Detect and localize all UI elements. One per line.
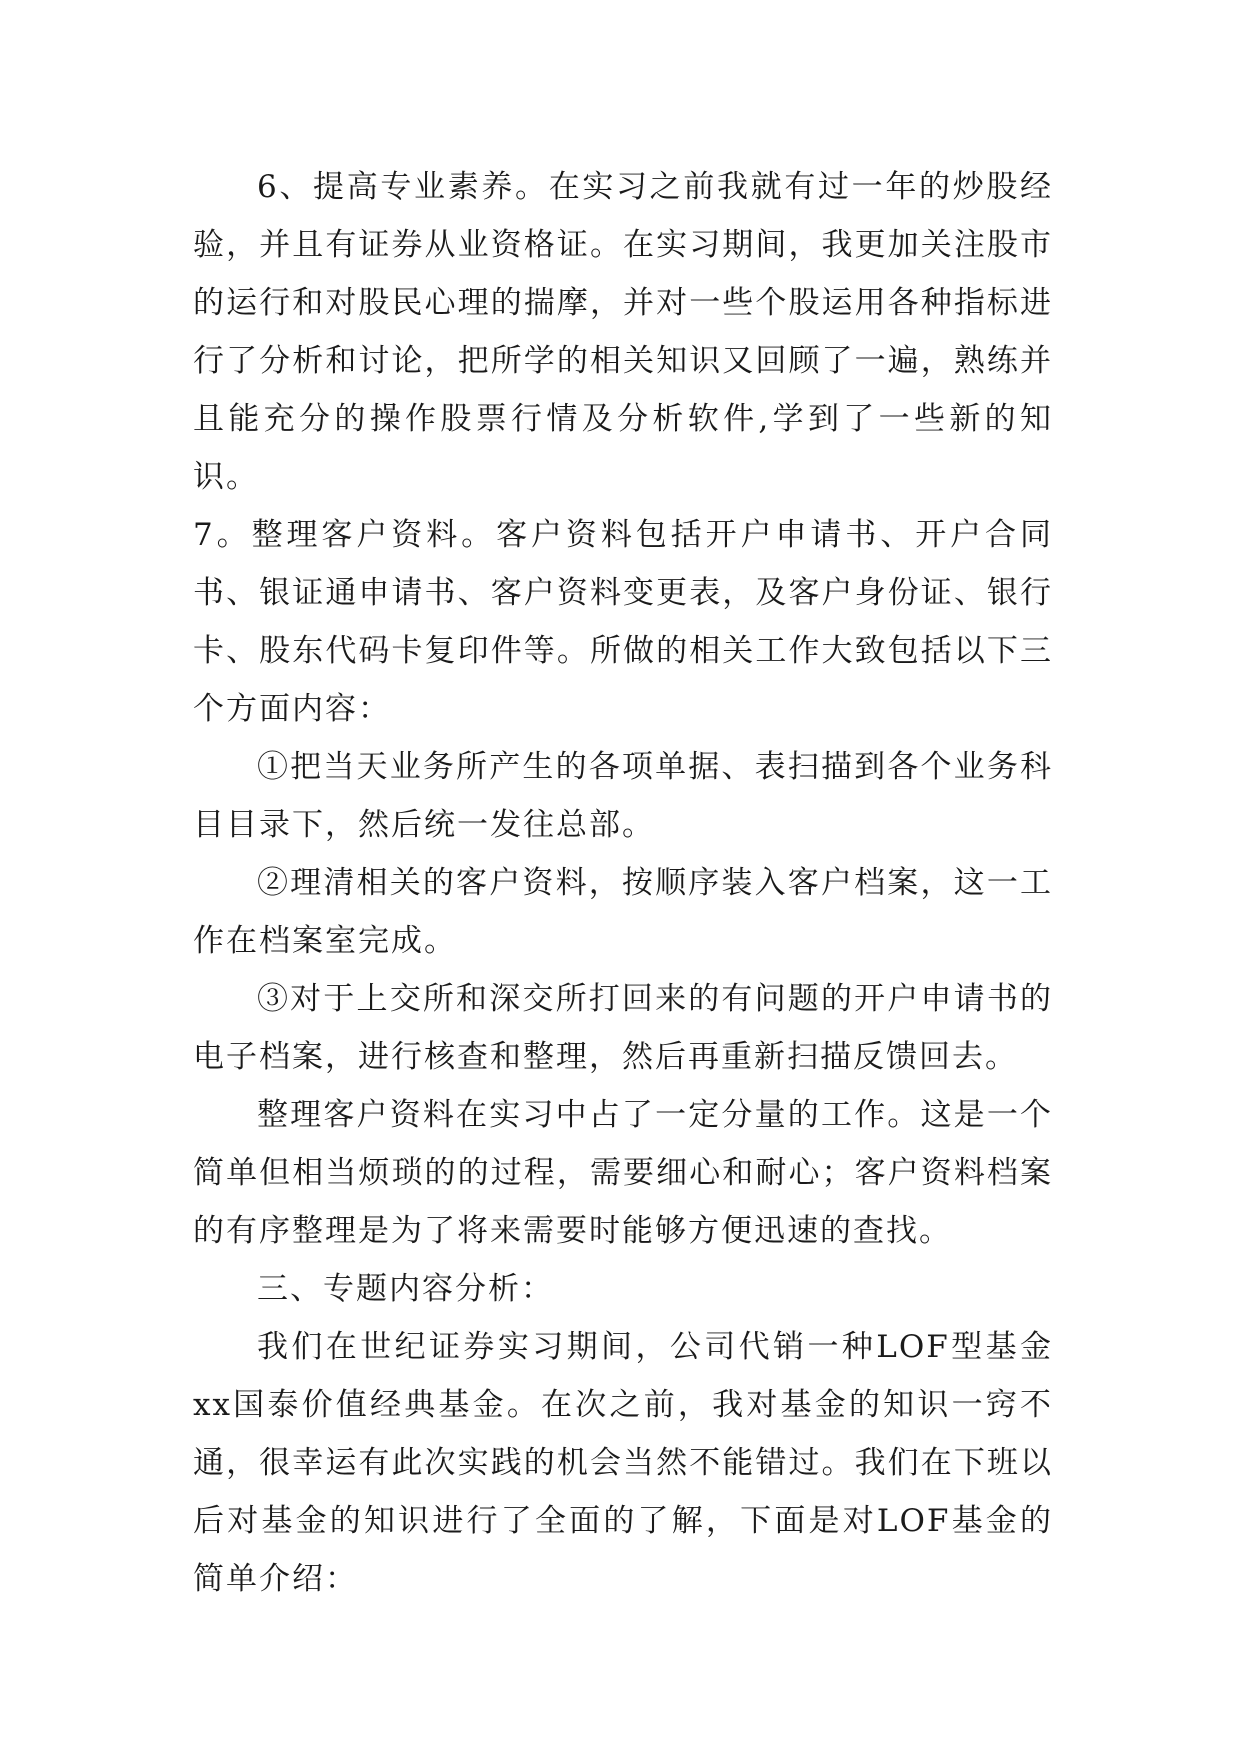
paragraph-lof-fund: 我们在世纪证券实习期间，公司代销一种LOF型基金xx国泰价值经典基金。在次之前，我对基金的知识一窍不通，很幸运有此次实践的机会当然不能错过。我们在下班以后对基金的知识进行了全面的了解，下面是对LOF基金的简单介绍： bbox=[193, 1329, 1053, 1597]
section-heading: 三、专题内容分析： bbox=[257, 1271, 554, 1307]
paragraph-summary: 整理客户资料在实习中占了一定分量的工作。这是一个简单但相当烦琐的的过程，需要细心和耐心；客户资料档案的有序整理是为了将来需要时能够方便迅速的查找。 bbox=[193, 1097, 1053, 1249]
document-body bbox=[193, 158, 1053, 1608]
paragraph-item-3: ③对于上交所和深交所打回来的有问题的开户申请书的电子档案，进行核查和整理，然后再重新扫描反馈回去。 bbox=[193, 981, 1053, 1075]
paragraph-item-2: ②理清相关的客户资料，按顺序装入客户档案，这一工作在档案室完成。 bbox=[193, 865, 1053, 959]
paragraph-professional-quality: 6、提高专业素养。在实习之前我就有过一年的炒股经验，并且有证券从业资格证。在实习期间，我更加关注股市的运行和对股民心理的揣摩，并对一些个股运用各种指标进行了分析和讨论，把所学的相关知识又回顾了一遍，熟练并且能充分的操作股票行情及分析软件,学到了一些新的知识。 bbox=[193, 169, 1053, 495]
paragraph-client-data: 7。整理客户资料。客户资料包括开户申请书、开户合同书、银证通申请书、客户资料变更表，及客户身份证、银行卡、股东代码卡复印件等。所做的相关工作大致包括以下三个方面内容： bbox=[193, 517, 1053, 727]
paragraph-item-1: ①把当天业务所产生的各项单据、表扫描到各个业务科目目录下，然后统一发往总部。 bbox=[193, 749, 1053, 843]
